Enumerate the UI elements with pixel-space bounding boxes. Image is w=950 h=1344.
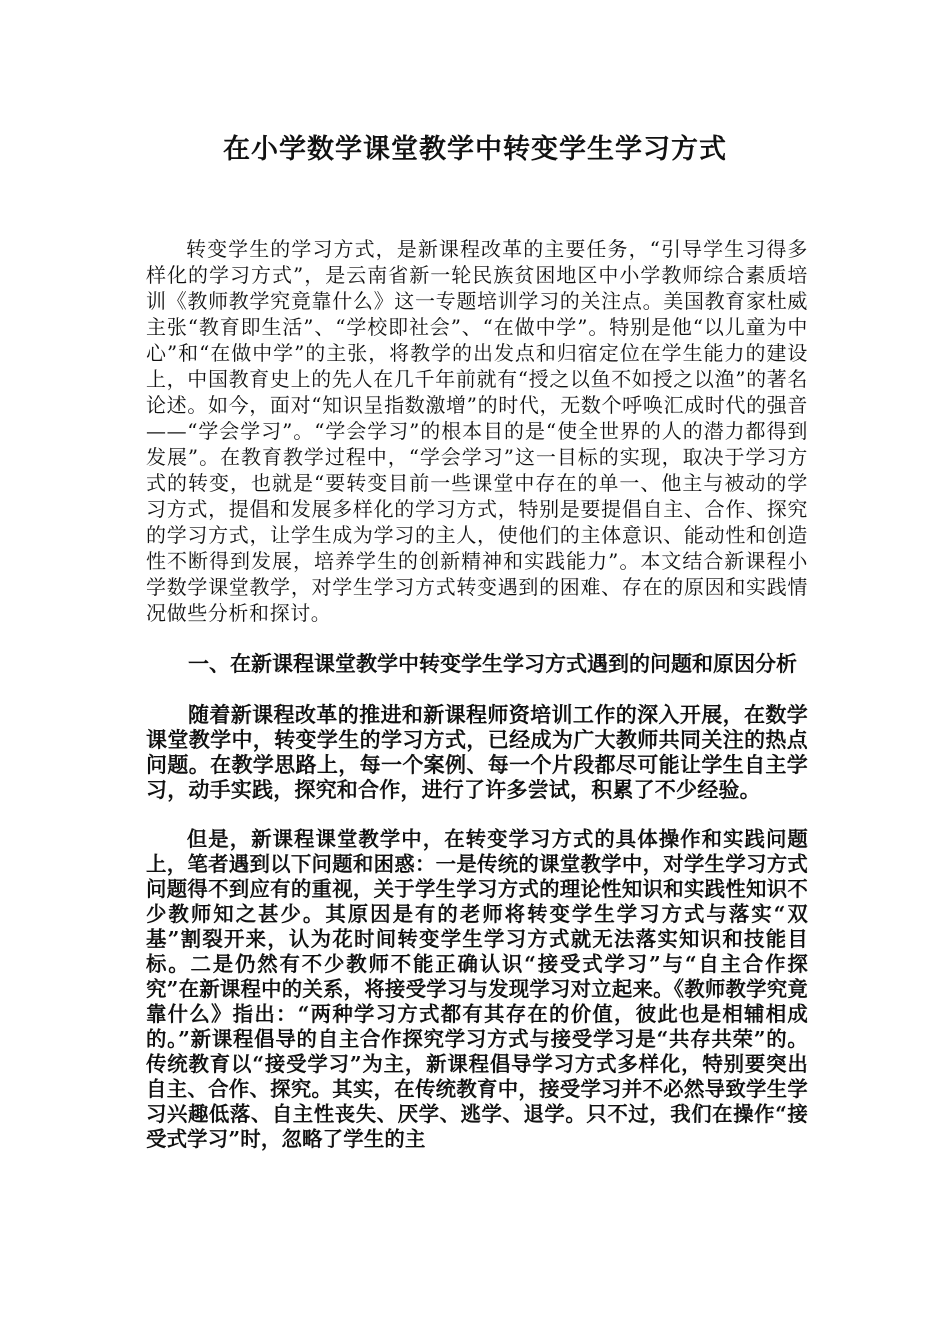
- body-paragraph-1: 随着新课程改革的推进和新课程师资培训工作的深入开展，在数学课堂教学中，转变学生的学习方式，已经成为广大教师共同关注的热点问题。在教学思路上，每一个案例、每一个片段都尽可能让学生自主学习，动手实践，探究和合作，进行了许多尝试，积累了不少经验。: [146, 702, 808, 802]
- intro-paragraph: 转变学生的学习方式，是新课程改革的主要任务，“引导学生习得多样化的学习方式”，是云南省新一轮民族贫困地区中小学教师综合素质培训《教师教学究竟靠什么》这一专题培训学习的关注点。美国教育家杜威主张“教育即生活”、“学校即社会”、“在做中学”。特别是他“以儿童为中心”和“在做中学”的主张，将教学的出发点和归宿定位在学生能力的建设上，中国教育史上的先人在几千年前就有“授之以鱼不如授之以渔”的著名论述。如今，面对“知识呈指数激增”的时代，无数个呼唤汇成时代的强音——“学会学习”。“学会学习”的根本目的是“使全世界的人的潜力都得到发展”。在教育教学过程中，“学会学习”这一目标的实现，取决于学习方式的转变，也就是“要转变目前一些课堂中存在的单一、他主与被动的学习方式，提倡和发展多样化的学习方式，特别是要提倡自主、合作、探究的学习方式，让学生成为学习的主人，使他们的主体意识、能动性和创造性不断得到发展，培养学生的创新精神和实践能力”。本文结合新课程小学数学课堂教学，对学生学习方式转变遇到的困难、存在的原因和实践情况做些分析和探讨。: [146, 237, 808, 625]
- body-paragraph-2: 但是，新课程课堂教学中，在转变学习方式的具体操作和实践问题上，笔者遇到以下问题和困惑：一是传统的课堂教学中，对学生学习方式问题得不到应有的重视，关于学生学习方式的理论性知识和实践性知识不少教师知之甚少。其原因是有的老师将转变学生学习方式与落实“双基”割裂开来，认为花时间转变学生学习方式就无法落实知识和技能目标。二是仍然有不少教师不能正确认识“接受式学习”与“自主合作探究”在新课程中的关系，将接受学习与发现学习对立起来。《教师教学究竟靠什么》指出：“两种学习方式都有其存在的价值，彼此也是相辅相成的。”新课程倡导的自主合作探究学习方式与接受学习是“共存共荣”的。传统教育以“接受学习”为主，新课程倡导学习方式多样化，特别要突出自主、合作、探究。其实，在传统教育中，接受学习并不必然导致学生学习兴趣低落、自主性丧失、厌学、逃学、退学。只不过，我们在操作“接受式学习”时，忽略了学生的主: [146, 827, 808, 1151]
- document-body: [146, 236, 808, 1152]
- document-title: 在小学数学课堂教学中转变学生学习方式: [223, 134, 727, 165]
- section-heading: 一、在新课程课堂教学中转变学生学习方式遇到的问题和原因分析: [188, 651, 797, 676]
